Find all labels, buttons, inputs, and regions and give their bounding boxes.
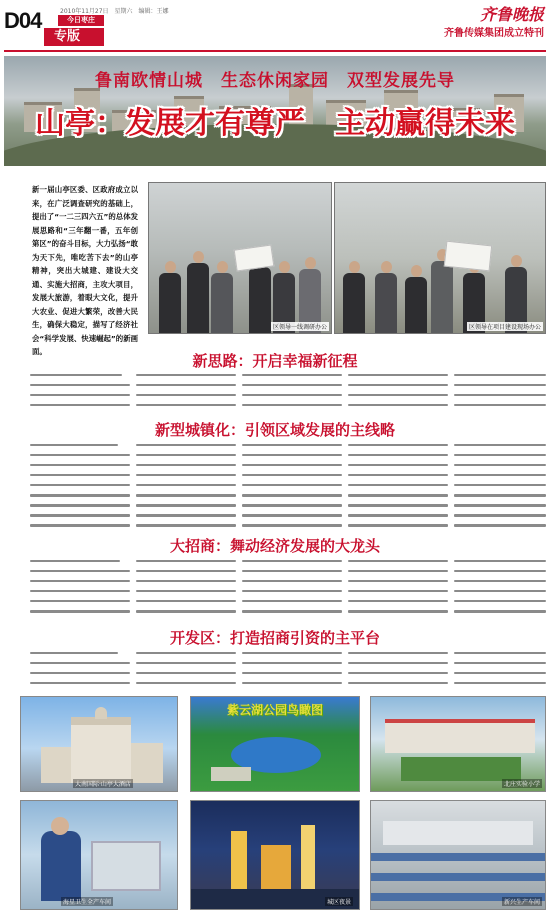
photo-caption: 新兴生产车间 xyxy=(503,899,540,906)
section-body xyxy=(30,371,546,411)
photo-project-site xyxy=(334,182,546,334)
section-body xyxy=(30,557,546,619)
banner-headline: 山亭：发展才有尊严 主动赢得未来 xyxy=(35,106,515,141)
brand-title: 齐鲁传媒集团成立特刊 xyxy=(444,28,544,39)
section-title-investment: 大招商：舞动经济发展的大龙头 xyxy=(169,537,380,555)
section-tag-bottom: 专版 xyxy=(44,28,104,46)
banner-subtitle: 鲁南欧情山城 生态休闲家园 双型发展先导 xyxy=(95,71,455,91)
photo-night-view xyxy=(190,800,360,910)
page-number: D04 xyxy=(4,8,42,33)
section-title-urbanization: 新型城镇化：引领区域发展的主线略 xyxy=(154,421,395,439)
page-header xyxy=(0,0,550,52)
photo-hotel xyxy=(20,696,178,792)
section-title-dev-zone: 开发区：打造招商引资的主平台 xyxy=(169,629,380,647)
section-tag-top: 今日枣庄 xyxy=(58,15,104,26)
lead-paragraph: 新一届山亭区委、区政府成立以来，在广泛调查研究的基础上，提出了“一二三四六五”的总体发展思路和“三年翻一番，五年创第区”的奋斗目标，大力弘扬“敢为天下先，唯吃苦下去”的山亭精神，突出大城建、建设大交通、实施大招商，主攻大项目，发展大旅游，着眼大文化，提升大农业、促进大繁荣，改善大民生，确保大稳定，描写了经济社会“科学发展、快速崛起”的新画面。 xyxy=(32,185,138,356)
photo-title: 紫云湖公园鸟瞰图 xyxy=(226,703,323,717)
photo-factory xyxy=(370,800,546,910)
photo-park-aerial xyxy=(190,696,360,792)
photo-caption: 北庄实验小学 xyxy=(503,781,540,788)
photo-workshop xyxy=(20,800,178,910)
photo-caption: 大南国际·山亭大酒店 xyxy=(75,781,131,788)
photo-school xyxy=(370,696,546,792)
photo-caption: 城区夜景 xyxy=(326,899,351,906)
brand-logo: 齐鲁晚报 xyxy=(479,5,544,24)
banner-image xyxy=(4,56,546,166)
photo-caption: 区领导在项目建设现场办公 xyxy=(468,324,541,331)
photo-caption: 海星卫生全产车间 xyxy=(63,899,112,906)
header-rule xyxy=(4,50,546,52)
photo-caption: 区领导一线调研办公 xyxy=(272,324,327,331)
section-body xyxy=(30,649,546,689)
photo-research-office xyxy=(148,182,332,334)
section-body xyxy=(30,441,546,531)
dateline: 2010年11月27日 星期六 编辑：王娜 xyxy=(60,8,169,15)
section-title-new-thinking: 新思路：开启幸福新征程 xyxy=(192,352,358,370)
